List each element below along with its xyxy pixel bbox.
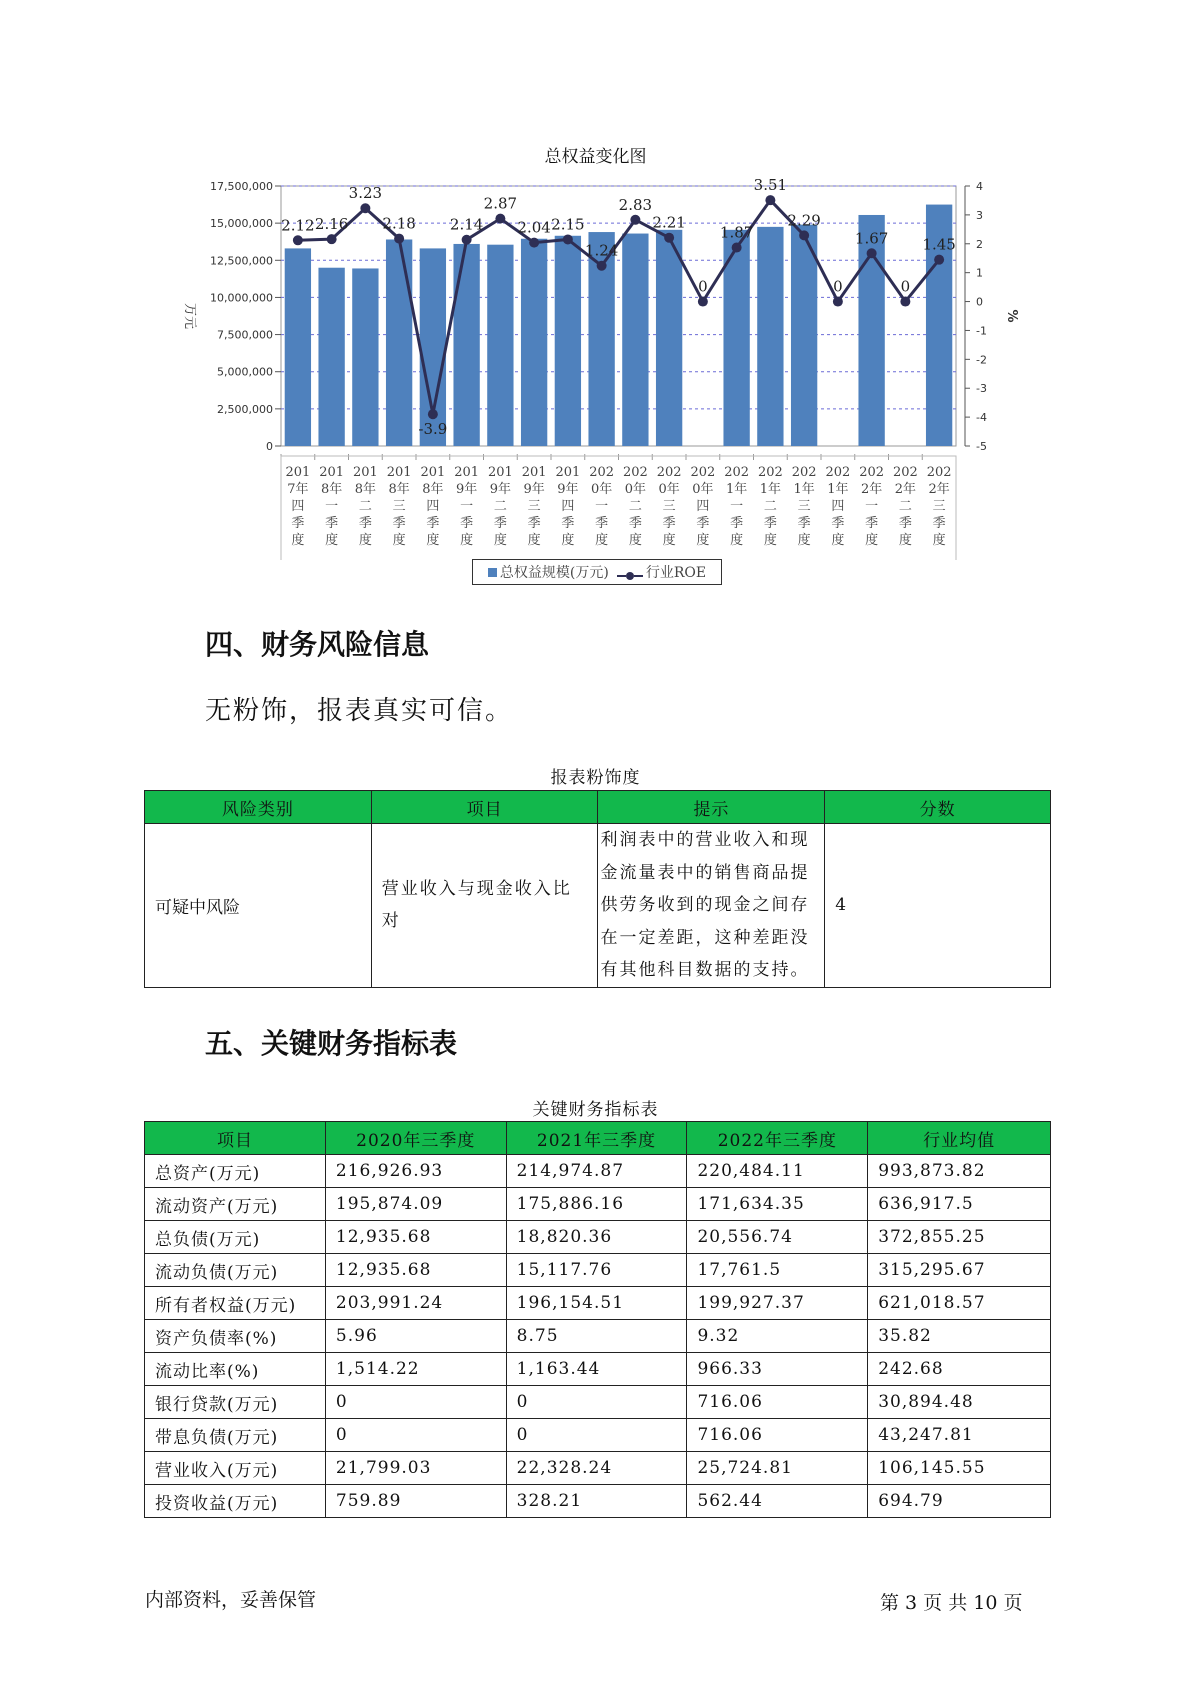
y-tick-label: 12,500,000	[210, 254, 273, 268]
x-tick-label: 9年	[557, 482, 579, 497]
x-tick-label: 202	[859, 465, 885, 480]
x-tick-label: 201	[487, 465, 513, 480]
x-tick-label: 202	[622, 465, 648, 480]
x-tick-label: 季	[358, 516, 372, 531]
roe-data-label: 2.21	[652, 213, 686, 232]
row-label: 银行贷款(万元)	[145, 1386, 326, 1419]
x-tick-label: 8年	[388, 482, 410, 497]
table-cell: 106,145.55	[868, 1452, 1051, 1485]
table-cell: 30,894.48	[868, 1386, 1051, 1419]
y2-tick-label: -1	[976, 324, 987, 338]
bar	[622, 234, 648, 446]
x-tick-label: 0年	[590, 482, 613, 497]
y2-tick-label: 4	[976, 180, 983, 193]
x-tick-label: 度	[358, 533, 372, 548]
page-number: 第 3 页 共 10 页	[880, 1592, 1023, 1614]
header-cell: 行业均值	[868, 1122, 1051, 1155]
x-tick-label: 1年	[759, 482, 782, 497]
table-row	[145, 1452, 1051, 1485]
bar	[352, 268, 378, 446]
roe-data-label: 1.24	[584, 241, 619, 260]
header-cell: 2021年三季度	[506, 1122, 687, 1155]
roe-data-label: 2.87	[483, 194, 518, 213]
legend-line-label: 行业ROE	[645, 565, 707, 581]
bar	[757, 227, 783, 446]
table-cell: 372,855.25	[868, 1221, 1051, 1254]
table-row	[145, 1188, 1051, 1221]
x-tick-label: 度	[392, 533, 406, 548]
table-cell: 17,761.5	[687, 1254, 868, 1287]
x-tick-label: 202	[589, 465, 615, 480]
x-tick-label: 201	[352, 465, 378, 480]
x-tick-label: 度	[460, 533, 474, 548]
x-tick-label: 201	[420, 465, 446, 480]
roe-point	[597, 261, 607, 271]
x-tick-label: 度	[898, 533, 912, 548]
table-cell: 5.96	[325, 1320, 506, 1353]
table-cell: 759.89	[325, 1485, 506, 1518]
bar	[656, 230, 682, 446]
y-tick-label: 0	[266, 440, 273, 453]
x-tick-label: 季	[628, 516, 642, 531]
roe-point	[394, 234, 404, 244]
table-cell: 0	[325, 1386, 506, 1419]
table-row	[145, 1320, 1051, 1353]
risk-item: 营业收入与现金收入比对	[371, 824, 598, 988]
x-tick-label: 202	[690, 465, 716, 480]
roe-data-label: 1.45	[922, 235, 956, 254]
x-tick-label: 一	[325, 499, 339, 514]
row-label: 流动比率(%)	[145, 1353, 326, 1386]
x-tick-label: 度	[595, 533, 609, 548]
roe-data-label: 0	[698, 277, 708, 296]
x-tick-label: 201	[386, 465, 412, 480]
table-cell: 43,247.81	[868, 1419, 1051, 1452]
x-tick-label: 0年	[658, 482, 680, 497]
table-cell: 175,886.16	[506, 1188, 687, 1221]
x-tick-label: 四	[291, 499, 305, 514]
x-tick-label: 二	[763, 499, 777, 514]
table-cell: 562.44	[687, 1485, 868, 1518]
kpi-table	[144, 1121, 1051, 1518]
roe-data-label: 3.23	[348, 184, 383, 203]
roe-data-label: 2.12	[281, 216, 315, 235]
roe-data-label: 2.83	[618, 195, 653, 214]
x-tick-label: 0年	[692, 482, 714, 497]
x-tick-label: 四	[696, 499, 710, 514]
table-cell: 1,163.44	[506, 1353, 687, 1386]
x-tick-label: 8年	[354, 482, 377, 497]
x-tick-label: 度	[291, 533, 305, 548]
table-cell: 12,935.68	[325, 1221, 506, 1254]
bar	[487, 245, 513, 446]
y2-tick-label: 2	[976, 237, 983, 251]
x-axis-box	[281, 456, 956, 560]
table-cell: 216,926.93	[325, 1155, 506, 1188]
table-cell: 0	[325, 1419, 506, 1452]
header-cell: 分数	[825, 791, 1051, 824]
kpi-table-caption: 关键财务指标表	[532, 1100, 659, 1120]
x-tick-label: 季	[797, 516, 811, 531]
kpi-table-header	[145, 1122, 1051, 1155]
roe-point	[327, 234, 337, 244]
x-tick-label: 季	[325, 516, 339, 531]
table-cell: 21,799.03	[325, 1452, 506, 1485]
x-tick-label: 季	[561, 516, 575, 531]
bar	[521, 239, 547, 446]
y-tick-label: 5,000,000	[217, 365, 273, 379]
x-tick-label: 三	[797, 499, 811, 514]
roe-point	[867, 248, 877, 258]
table-cell: 171,634.35	[687, 1188, 868, 1221]
y-tick-label: 17,500,000	[210, 180, 273, 193]
y2-tick-label: -3	[976, 382, 987, 396]
table-cell: 220,484.11	[687, 1155, 868, 1188]
roe-point	[495, 214, 505, 224]
y2-axis-label: %	[1004, 309, 1019, 323]
roe-data-label: 2.18	[382, 214, 416, 233]
roe-point	[900, 297, 910, 307]
roe-data-label: 2.29	[787, 211, 821, 230]
table-cell: 0	[506, 1419, 687, 1452]
x-tick-label: 度	[561, 533, 575, 548]
equity-chart	[0, 0, 1191, 560]
y-tick-label: 7,500,000	[217, 328, 273, 342]
roe-point	[630, 215, 640, 225]
x-tick-label: 三	[662, 499, 676, 514]
legend-line-swatch	[617, 572, 643, 580]
x-tick-label: 202	[926, 465, 952, 480]
x-tick-label: 度	[763, 533, 777, 548]
x-tick-label: 二	[898, 499, 912, 514]
x-tick-label: 201	[521, 465, 547, 480]
x-tick-label: 三	[932, 499, 946, 514]
roe-data-label: 2.04	[517, 218, 551, 237]
roe-data-label: 0	[900, 277, 911, 296]
chart-legend	[472, 559, 722, 585]
x-tick-label: 度	[696, 533, 710, 548]
table-cell: 20,556.74	[687, 1221, 868, 1254]
roe-data-label: 3.51	[753, 176, 788, 195]
y-tick-label: 10,000,000	[210, 291, 273, 305]
table-row	[145, 1419, 1051, 1452]
x-tick-label: 度	[493, 533, 507, 548]
header-cell: 风险类别	[145, 791, 372, 824]
header-cell: 提示	[598, 791, 825, 824]
x-tick-label: 度	[797, 533, 811, 548]
table-cell: 25,724.81	[687, 1452, 868, 1485]
x-tick-label: 一	[460, 499, 474, 514]
x-tick-label: 2年	[860, 482, 883, 497]
x-tick-label: 季	[898, 516, 912, 531]
roe-point	[698, 297, 708, 307]
y2-tick-label: 0	[976, 295, 983, 309]
table-cell: 22,328.24	[506, 1452, 687, 1485]
kpi-table-body	[145, 1155, 1051, 1518]
x-tick-label: 2年	[928, 482, 950, 497]
x-tick-label: 一	[865, 499, 879, 514]
roe-point	[732, 243, 742, 253]
row-label: 带息负债(万元)	[145, 1419, 326, 1452]
table-cell: 1,514.22	[325, 1353, 506, 1386]
x-tick-label: 2年	[894, 482, 917, 497]
x-tick-label: 201	[555, 465, 581, 480]
roe-point	[664, 233, 674, 243]
x-tick-label: 1年	[827, 482, 849, 497]
x-tick-label: 度	[865, 533, 879, 548]
table-cell: 716.06	[687, 1386, 868, 1419]
table-cell: 242.68	[868, 1353, 1051, 1386]
x-tick-label: 季	[831, 516, 845, 531]
x-tick-label: 201	[454, 465, 480, 480]
x-tick-label: 四	[426, 499, 440, 514]
legend-bar-swatch	[488, 568, 497, 577]
x-tick-label: 四	[561, 499, 575, 514]
x-tick-label: 度	[730, 533, 744, 548]
table-cell: 15,117.76	[506, 1254, 687, 1287]
table-row	[145, 1485, 1051, 1518]
x-tick-label: 度	[831, 533, 845, 548]
x-tick-label: 202	[656, 465, 682, 480]
roe-point	[462, 235, 472, 245]
x-tick-label: 202	[892, 465, 918, 480]
x-tick-label: 度	[628, 533, 642, 548]
y2-tick-label: -5	[976, 440, 987, 453]
x-tick-label: 9年	[489, 482, 512, 497]
x-tick-label: 一	[595, 499, 609, 514]
x-tick-label: 度	[527, 533, 541, 548]
legend-item-line	[617, 562, 706, 582]
x-tick-label: 0年	[624, 482, 647, 497]
risk-table	[144, 790, 1051, 988]
x-tick-label: 季	[865, 516, 879, 531]
roe-point	[360, 203, 370, 213]
row-label: 所有者权益(万元)	[145, 1287, 326, 1320]
y-tick-label: 15,000,000	[210, 217, 273, 231]
roe-data-label: 1.67	[854, 229, 889, 248]
header-cell: 项目	[371, 791, 598, 824]
risk-table-caption: 报表粉饰度	[550, 768, 641, 788]
x-tick-label: 201	[319, 465, 345, 480]
table-cell: 636,917.5	[868, 1188, 1051, 1221]
row-label: 总资产(万元)	[145, 1155, 326, 1188]
roe-point	[765, 195, 775, 205]
row-label: 投资收益(万元)	[145, 1485, 326, 1518]
table-row	[145, 824, 1051, 988]
y2-tick-label: 3	[976, 208, 983, 222]
table-cell: 993,873.82	[868, 1155, 1051, 1188]
bar	[318, 268, 344, 446]
row-label: 流动负债(万元)	[145, 1254, 326, 1287]
bar	[791, 225, 817, 446]
roe-data-label: 2.16	[314, 215, 349, 234]
x-tick-label: 度	[325, 533, 339, 548]
x-tick-label: 季	[291, 516, 305, 531]
table-cell: 35.82	[868, 1320, 1051, 1353]
x-tick-label: 1年	[793, 482, 815, 497]
x-tick-label: 8年	[320, 482, 343, 497]
risk-hint: 利润表中的营业收入和现金流量表中的销售商品提供劳务收到的现金之间存在一定差距，这种差距没有其他科目数据的支持。	[598, 824, 825, 988]
roe-point	[293, 235, 303, 245]
table-cell: 716.06	[687, 1419, 868, 1452]
x-tick-label: 202	[757, 465, 783, 480]
x-tick-label: 202	[825, 465, 851, 480]
footer-note: 内部资料，妥善保管	[145, 1589, 317, 1611]
x-tick-label: 四	[831, 499, 845, 514]
x-tick-label: 三	[392, 499, 406, 514]
table-cell: 328.21	[506, 1485, 687, 1518]
y2-tick-label: -4	[976, 411, 987, 425]
table-cell: 18,820.36	[506, 1221, 687, 1254]
x-tick-label: 季	[493, 516, 507, 531]
risk-score: 4	[825, 824, 1051, 988]
row-label: 营业收入(万元)	[145, 1452, 326, 1485]
risk-table-header	[145, 791, 1051, 824]
x-tick-label: 季	[763, 516, 777, 531]
x-tick-label: 二	[358, 499, 372, 514]
x-tick-label: 202	[724, 465, 750, 480]
x-tick-label: 季	[426, 516, 440, 531]
x-tick-label: 1年	[725, 482, 748, 497]
section-5-title: 五、关键财务指标表	[205, 1027, 458, 1060]
x-tick-label: 9年	[455, 482, 478, 497]
roe-data-label: 1.87	[719, 223, 754, 242]
table-row	[145, 1155, 1051, 1188]
row-label: 资产负债率(%)	[145, 1320, 326, 1353]
table-cell: 199,927.37	[687, 1287, 868, 1320]
x-tick-label: 季	[932, 516, 946, 531]
y2-tick-label: -2	[976, 353, 987, 367]
table-cell: 8.75	[506, 1320, 687, 1353]
roe-point	[934, 255, 944, 265]
x-tick-label: 二	[493, 499, 507, 514]
x-tick-label: 202	[791, 465, 817, 480]
roe-point	[833, 297, 843, 307]
roe-data-label: 2.15	[551, 215, 585, 234]
risk-category: 可疑中风险	[145, 824, 372, 988]
x-tick-label: 季	[730, 516, 744, 531]
x-tick-label: 季	[595, 516, 609, 531]
table-cell: 966.33	[687, 1353, 868, 1386]
header-cell: 2020年三季度	[325, 1122, 506, 1155]
x-tick-label: 季	[460, 516, 474, 531]
table-row	[145, 1221, 1051, 1254]
table-row	[145, 1287, 1051, 1320]
roe-data-label: -3.9	[418, 420, 448, 439]
bar	[386, 239, 412, 446]
table-cell: 196,154.51	[506, 1287, 687, 1320]
table-cell: 694.79	[868, 1485, 1051, 1518]
table-row	[145, 1353, 1051, 1386]
table-row	[145, 1254, 1051, 1287]
header-cell: 2022年三季度	[687, 1122, 868, 1155]
row-label: 总负债(万元)	[145, 1221, 326, 1254]
x-tick-label: 7年	[287, 482, 309, 497]
x-tick-label: 9年	[523, 482, 545, 497]
x-tick-label: 二	[628, 499, 642, 514]
table-cell: 214,974.87	[506, 1155, 687, 1188]
row-label: 流动资产(万元)	[145, 1188, 326, 1221]
table-row	[145, 1386, 1051, 1419]
table-cell: 315,295.67	[868, 1254, 1051, 1287]
x-tick-label: 度	[932, 533, 946, 548]
table-cell: 195,874.09	[325, 1188, 506, 1221]
x-tick-label: 201	[285, 465, 311, 480]
roe-data-label: 0	[833, 277, 843, 296]
roe-point	[563, 234, 573, 244]
table-cell: 621,018.57	[868, 1287, 1051, 1320]
y2-tick-label: 1	[976, 266, 983, 280]
y-axis-label: 万元	[182, 302, 197, 330]
header-cell: 项目	[145, 1122, 326, 1155]
x-tick-label: 三	[527, 499, 541, 514]
y-tick-label: 2,500,000	[217, 402, 273, 416]
chart-title: 总权益变化图	[544, 147, 647, 167]
x-tick-label: 季	[392, 516, 406, 531]
table-cell: 12,935.68	[325, 1254, 506, 1287]
legend-bar-label: 总权益规模(万元)	[499, 565, 609, 581]
x-tick-label: 度	[662, 533, 676, 548]
section-4-body: 无粉饰，报表真实可信。	[205, 696, 514, 726]
x-tick-label: 8年	[422, 482, 444, 497]
bar	[453, 244, 479, 446]
roe-point	[799, 230, 809, 240]
legend-item-bar	[488, 562, 609, 582]
x-tick-label: 季	[527, 516, 541, 531]
x-tick-label: 一	[730, 499, 744, 514]
bar	[555, 236, 581, 446]
bar	[285, 248, 311, 446]
section-4-title: 四、财务风险信息	[205, 628, 430, 661]
x-tick-label: 度	[426, 533, 440, 548]
roe-point	[428, 409, 438, 419]
x-tick-label: 季	[696, 516, 710, 531]
table-cell: 9.32	[687, 1320, 868, 1353]
table-cell: 0	[506, 1386, 687, 1419]
roe-data-label: 2.14	[449, 215, 484, 234]
roe-point	[529, 238, 539, 248]
x-tick-label: 季	[662, 516, 676, 531]
table-cell: 203,991.24	[325, 1287, 506, 1320]
